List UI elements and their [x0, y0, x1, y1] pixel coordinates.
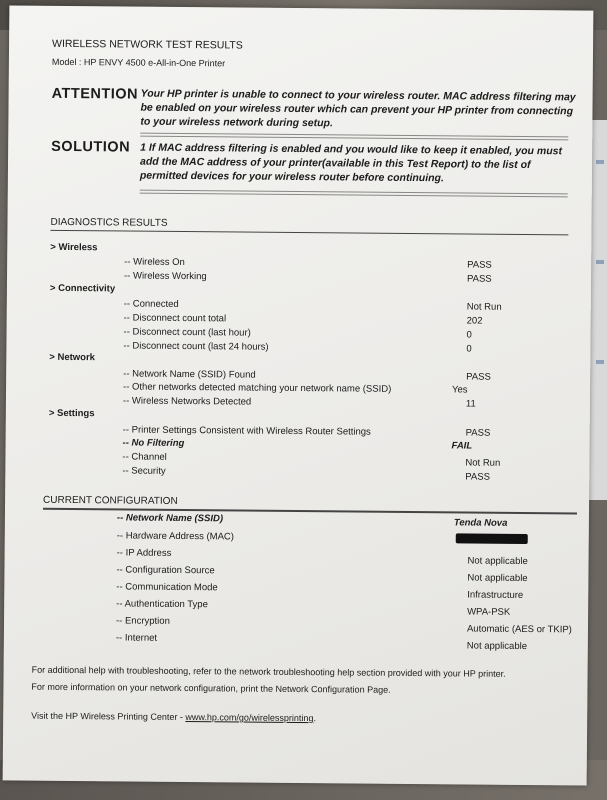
- diagnostics-heading: DIAGNOSTICS RESULTS: [50, 216, 168, 229]
- config-value: Not applicable: [467, 572, 528, 585]
- test-result-fail: FAIL: [451, 440, 473, 452]
- attention-line-3: to your wireless network during setup.: [140, 115, 333, 130]
- config-name: -- Network Name (SSID): [116, 512, 224, 525]
- config-value: Not applicable: [466, 640, 528, 653]
- test-name: -- Channel: [122, 451, 167, 463]
- test-report-page: [3, 5, 594, 785]
- test-result: 0: [466, 329, 472, 341]
- category-network: > Network: [49, 351, 96, 364]
- footer-visit-text: Visit the HP Wireless Printing Center -: [31, 710, 186, 723]
- category-wireless: > Wireless: [50, 241, 98, 254]
- config-value: Not applicable: [467, 555, 528, 568]
- configuration-heading: CURRENT CONFIGURATION: [43, 494, 178, 507]
- test-result: PASS: [465, 427, 491, 439]
- config-name: -- Encryption: [115, 615, 170, 627]
- test-name: -- Disconnect count (last 24 hours): [123, 340, 269, 353]
- attention-line-1: Your HP printer is unable to connect to your wireless router. MAC address filtering may: [140, 87, 576, 104]
- test-result: Not Run: [465, 457, 501, 469]
- printer-model: Model : HP ENVY 4500 e-All-in-One Printer: [51, 56, 226, 69]
- test-name: -- Wireless Working: [123, 270, 207, 283]
- category-settings: > Settings: [48, 407, 95, 420]
- solution-line-2: add the MAC address of your printer(available in this Test Report) to the list of: [139, 155, 531, 172]
- footer-help-text: For additional help with troubleshooting, refer to the network troubleshooting help section provided with your HP printer.: [31, 664, 506, 679]
- test-name: -- Wireless Networks Detected: [122, 395, 252, 408]
- redacted-mac-address: [456, 533, 528, 544]
- category-connectivity: > Connectivity: [49, 282, 116, 295]
- test-name: -- Security: [122, 465, 166, 477]
- test-name: -- Network Name (SSID) Found: [123, 368, 256, 381]
- section-rule: [50, 230, 568, 236]
- test-name: -- Connected: [123, 298, 179, 310]
- test-result: Yes: [452, 384, 468, 396]
- attention-label: ATTENTION: [51, 85, 139, 103]
- footer-period: .: [313, 713, 317, 724]
- wireless-printing-link: www.hp.com/go/wirelessprinting: [185, 712, 314, 724]
- test-name-failed: -- No Filtering: [122, 437, 185, 450]
- config-name: -- Authentication Type: [116, 598, 208, 611]
- test-result: PASS: [466, 273, 492, 285]
- attention-line-2: be enabled on your wireless router which can prevent your HP printer from connecting: [140, 101, 574, 118]
- test-name: -- Other networks detected matching your network name (SSID): [123, 381, 392, 395]
- config-value: Automatic (AES or TKIP): [466, 623, 572, 636]
- config-value: WPA-PSK: [467, 606, 511, 618]
- config-value: Infrastructure: [467, 589, 524, 601]
- config-name: -- Configuration Source: [116, 564, 215, 577]
- test-result: PASS: [467, 259, 492, 271]
- test-result: 0: [466, 343, 472, 355]
- config-name: -- IP Address: [116, 547, 172, 559]
- footer-visit-line: [31, 710, 316, 724]
- config-name: -- Internet: [115, 632, 158, 644]
- test-name: -- Wireless On: [124, 256, 185, 269]
- config-name: -- Hardware Address (MAC): [116, 530, 235, 543]
- background-paper-mark: [596, 360, 604, 364]
- test-name: -- Printer Settings Consistent with Wireless Router Settings: [122, 424, 371, 438]
- config-name: -- Communication Mode: [116, 581, 218, 594]
- config-value-ssid: Tenda Nova: [453, 517, 508, 529]
- background-paper-mark: [596, 260, 604, 264]
- solution-line-1: 1 If MAC address filtering is enabled and you would like to keep it enabled, you must: [140, 141, 563, 158]
- test-result: 11: [465, 398, 476, 410]
- footer-config-text: For more information on your network configuration, print the Network Configuration Page.: [31, 681, 391, 695]
- test-result: PASS: [466, 371, 491, 383]
- solution-label: SOLUTION: [51, 138, 131, 156]
- test-result: PASS: [465, 471, 490, 483]
- test-name: -- Disconnect count total: [123, 312, 227, 325]
- solution-line-3: permitted devices for your wireless router before continuing.: [139, 169, 444, 185]
- test-name: -- Disconnect count (last hour): [123, 326, 251, 339]
- test-result: 202: [466, 315, 483, 327]
- report-title: WIRELESS NETWORK TEST RESULTS: [52, 37, 243, 52]
- test-result: Not Run: [466, 301, 502, 313]
